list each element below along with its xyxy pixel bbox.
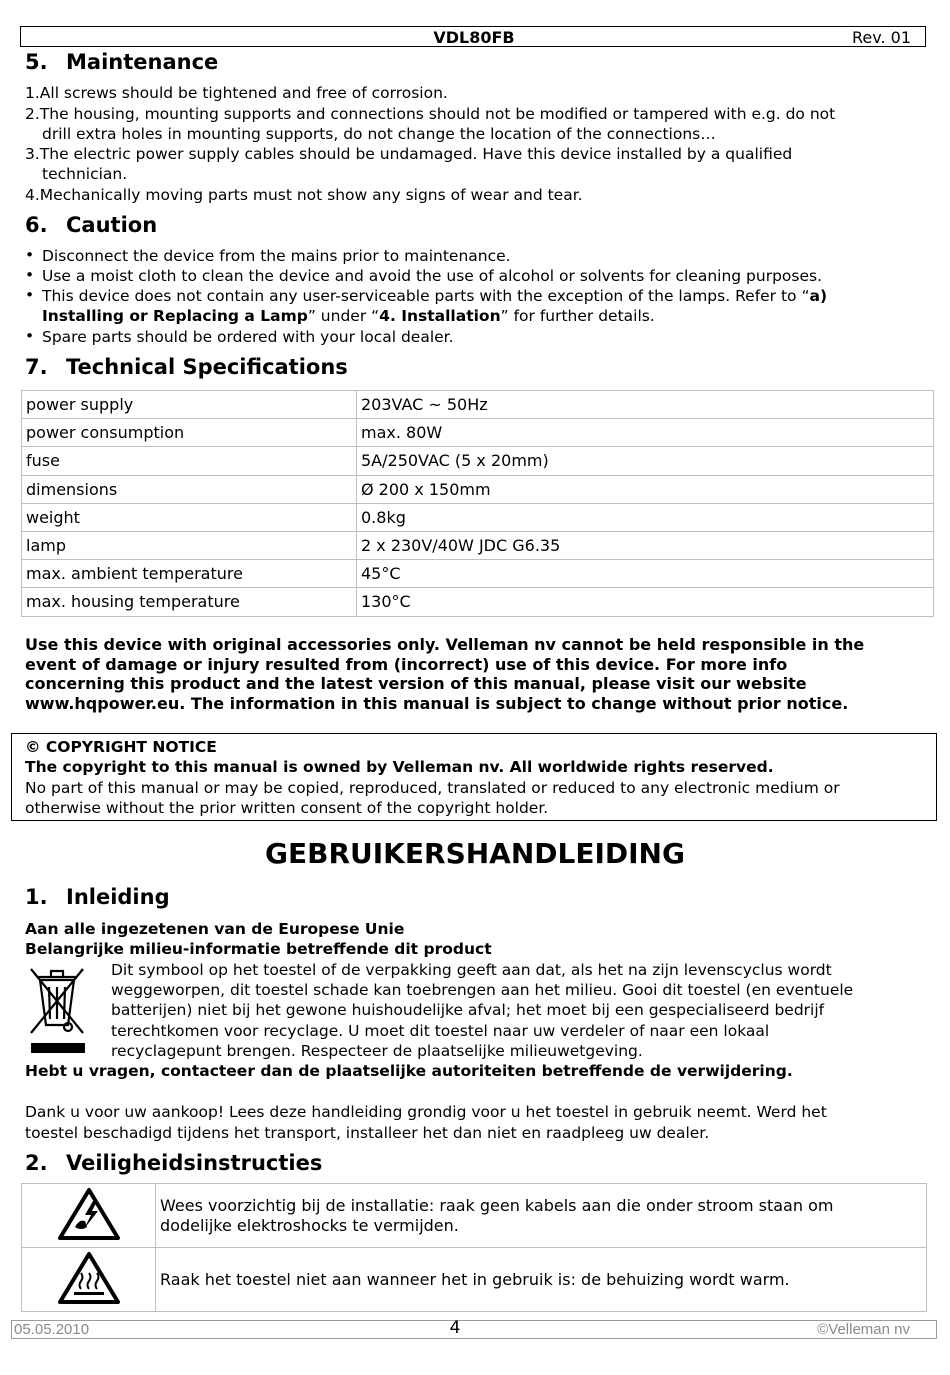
safety-text-2: Raak het toestel niet aan wanneer het in gebruik is: de behuizing wordt warm.	[160, 1269, 790, 1289]
caution-heading: 6. Caution	[25, 213, 158, 237]
safety-text-1a: Wees voorzichtig bij de installatie: raak geen kabels aan die onder stroom staan om	[160, 1195, 834, 1215]
safety-table	[21, 1183, 927, 1312]
spec-value: 5A/250VAC (5 x 20mm)	[357, 447, 934, 475]
copyright-bold: The copyright to this manual is owned by Velleman nv. All worldwide rights reserved.	[25, 758, 774, 776]
disclaimer-line-2: event of damage or injury resulted from (incorrect) use of this device. For more info	[25, 655, 788, 674]
spec-key: dimensions	[22, 475, 357, 503]
veiligheid-heading: 2. Veiligheidsinstructies	[25, 1151, 323, 1175]
caution-item-3b: Installing or Replacing a Lamp” under “4. Installation” for further details.	[42, 307, 655, 325]
table-row	[22, 1248, 927, 1312]
spec-key: lamp	[22, 531, 357, 559]
inleiding-line-2: weggeworpen, dit toestel schade kan toebrengen aan het milieu. Gooi dit toestel (en eventuele	[111, 981, 854, 999]
caution-item-2: Use a moist cloth to clean the device and avoid the use of alcohol or solvents for cleaning purposes.	[42, 267, 823, 285]
header-model: VDL80FB	[433, 28, 515, 47]
spec-value: Ø 200 x 150mm	[357, 475, 934, 503]
copyright-text-2: otherwise without the prior written consent of the copyright holder.	[25, 799, 549, 817]
table-row	[22, 503, 934, 531]
spec-value: 0.8kg	[357, 503, 934, 531]
bullet: •	[25, 266, 35, 284]
maintenance-line-4: 4.Mechanically moving parts must not show any signs of wear and tear.	[25, 186, 583, 204]
bullet: •	[25, 327, 35, 345]
disclaimer-line-3: concerning this product and the latest version of this manual, please visit our website	[25, 674, 807, 693]
header-revision: Rev. 01	[852, 28, 911, 47]
disclaimer-line-1: Use this device with original accessories only. Velleman nv cannot be held responsible in the	[25, 635, 865, 654]
spec-key: fuse	[22, 447, 357, 475]
table-row	[22, 588, 934, 616]
spec-key: weight	[22, 503, 357, 531]
specs-table	[21, 390, 934, 617]
caution-item-3: This device does not contain any user-serviceable parts with the exception of the lamps. Refer to “a)	[42, 287, 828, 305]
spec-key: power consumption	[22, 419, 357, 447]
inleiding-line-1: Dit symbool op het toestel of de verpakking geeft aan dat, als het na zijn levenscyclus wordt	[111, 961, 832, 979]
electric-shock-warning-icon	[57, 1187, 121, 1241]
hot-surface-warning-icon	[57, 1251, 121, 1305]
spec-value: 45°C	[357, 560, 934, 588]
bullet: •	[25, 286, 35, 304]
maintenance-line-1: 1.All screws should be tightened and free of corrosion.	[25, 84, 448, 102]
table-row	[22, 391, 934, 419]
caution-item-4: Spare parts should be ordered with your local dealer.	[42, 328, 454, 346]
maintenance-heading: 5. Maintenance	[25, 50, 219, 74]
inleiding-thanks-1: Dank u voor uw aankoop! Lees deze handleiding grondig voor u het toestel in gebruik neemt. Werd het	[25, 1103, 827, 1121]
safety-text-1b: dodelijke elektroshocks te vermijden.	[160, 1215, 459, 1235]
manual-title: GEBRUIKERSHANDLEIDING	[265, 837, 685, 870]
bullet: •	[25, 246, 35, 264]
spec-value: 2 x 230V/40W JDC G6.35	[357, 531, 934, 559]
table-row	[22, 1184, 927, 1248]
spec-value: 130°C	[357, 588, 934, 616]
table-row	[22, 475, 934, 503]
maintenance-line-3: 3.The electric power supply cables should be undamaged. Have this device installed by a qualified	[25, 145, 793, 163]
caution-item-1: Disconnect the device from the mains prior to maintenance.	[42, 247, 511, 265]
table-row	[22, 419, 934, 447]
spec-value: 203VAC ~ 50Hz	[357, 391, 934, 419]
inleiding-heading: 1. Inleiding	[25, 885, 170, 909]
inleiding-bold-2: Belangrijke milieu-informatie betreffende dit product	[25, 940, 492, 958]
inleiding-line-4: terechtkomen voor recyclage. U moet dit toestel naar uw verdeler of naar een lokaal	[111, 1022, 770, 1040]
inleiding-bold-1: Aan alle ingezetenen van de Europese Unie	[25, 920, 405, 938]
table-row	[22, 531, 934, 559]
maintenance-line-3b: technician.	[42, 165, 128, 183]
page-number: 4	[449, 1318, 461, 1338]
inleiding-line-5: recyclagepunt brengen. Respecteer de plaatselijke milieuwetgeving.	[111, 1042, 643, 1060]
spec-key: max. housing temperature	[22, 588, 357, 616]
copyright-title: © COPYRIGHT NOTICE	[25, 738, 217, 756]
footer-copyright: ©Velleman nv	[817, 1321, 910, 1338]
copyright-text-1: No part of this manual or may be copied, reproduced, translated or reduced to any electronic medium or	[25, 779, 840, 797]
spec-value: max. 80W	[357, 419, 934, 447]
disclaimer-line-4: www.hqpower.eu. The information in this manual is subject to change without prior notice.	[25, 694, 849, 713]
inleiding-thanks-2: toestel beschadigd tijdens het transport, installeer het dan niet en raadpleeg uw dealer.	[25, 1124, 710, 1142]
table-row	[22, 560, 934, 588]
page-header	[20, 26, 926, 47]
spec-key: max. ambient temperature	[22, 560, 357, 588]
maintenance-line-2b: drill extra holes in mounting supports, do not change the location of the connections…	[42, 125, 716, 143]
inleiding-bold-3: Hebt u vragen, contacteer dan de plaatselijke autoriteiten betreffende de verwijdering.	[25, 1062, 793, 1080]
weee-bin-icon	[27, 963, 89, 1057]
specs-heading: 7. Technical Specifications	[25, 355, 348, 379]
spec-key: power supply	[22, 391, 357, 419]
footer-date: 05.05.2010	[14, 1321, 90, 1338]
maintenance-line-2: 2.The housing, mounting supports and connections should not be modified or tampered with e.g. do not	[25, 105, 836, 123]
table-row	[22, 447, 934, 475]
inleiding-line-3: batterijen) niet bij het gewone huishoudelijke afval; het moet bij een gespecialiseerd bedrijf	[111, 1001, 825, 1019]
